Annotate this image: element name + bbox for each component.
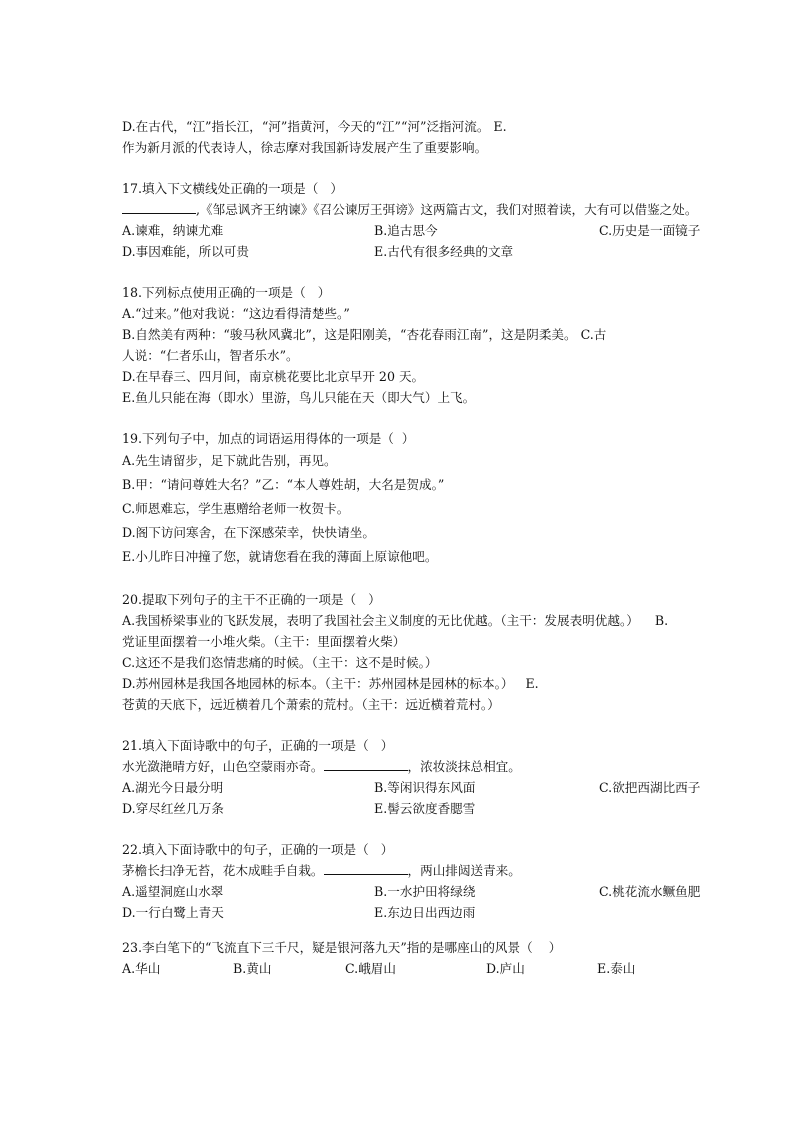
intro-line-1: D.在古代，“江”指长江，“河”指黄河，今天的“江”“河”泛指河流。 E. (122, 119, 507, 134)
question-17-text: ,《邹忌讽齐王纳谏》《召公谏厉王弭谤》这两篇古文，我们对照着读，大有可以借鉴之处。 (122, 199, 727, 220)
question-21-options-row-2 (122, 798, 727, 819)
question-19-stem: 19.下列句子中，加点的词语运用得体的一项是（ ） (122, 431, 415, 446)
option-d: D.阁下访问寒舍，在下深感荣幸，快快请坐。 (122, 525, 375, 540)
question-23-stem: 23.李白笔下的“飞流直下三千尺，疑是银河落九天”指的是哪座山的风景（ ） (122, 940, 562, 955)
option-d: D.事因难能，所以可贵 (122, 244, 249, 259)
option-b: B.甲：“请问尊姓大名？”乙：“本人尊姓胡，大名是贺成。” (122, 477, 445, 492)
option-d: D.庐山 (486, 961, 525, 976)
option-c: C.峨眉山 (345, 961, 396, 976)
option-e: E.髻云欲度香腮雪 (374, 801, 476, 816)
option-b: B.黄山 (233, 961, 272, 976)
question-17-options-row-2 (122, 241, 727, 262)
answer-blank (122, 201, 196, 214)
option-d: D.穿尽红丝几万条 (122, 801, 224, 816)
option-c: C.这还不是我们恣情悲痛的时候。（主干：这不是时候。） (122, 655, 438, 670)
option-c: 人说：“仁者乐山，智者乐水”。 (122, 348, 299, 363)
option-a: A.遥望洞庭山水翠 (122, 884, 224, 899)
exam-page (122, 116, 727, 979)
question-20-stem: 20.提取下列句子的主干不正确的一项是（ ） (122, 592, 381, 607)
question-23-options (122, 958, 727, 979)
intro-line-2: 作为新月派的代表诗人，徐志摩对我国新诗发展产生了重要影响。 (122, 140, 488, 155)
option-a: A.华山 (122, 961, 161, 976)
option-b: B.追古思今 (374, 223, 438, 238)
option-d: D.一行白鹭上青天 (122, 905, 224, 920)
option-b: B.一水护田将绿绕 (374, 884, 476, 899)
option-a: A.“过来。”他对我说：“这边看得清楚些。” (122, 306, 350, 321)
option-e: E.泰山 (597, 961, 636, 976)
option-c: C.桃花流水鳜鱼肥 (599, 884, 701, 899)
question-22-options-row-1 (122, 881, 727, 902)
option-a: A.湖光今日最分明 (122, 780, 224, 795)
option-b: 党证里面摆着一小堆火柴。（主干：里面摆着火柴） (122, 634, 406, 649)
option-a: A.谏难，纳谏尤难 (122, 223, 224, 238)
option-a: A.先生请留步，足下就此告别，再见。 (122, 453, 337, 468)
option-b: B.自然美有两种：“骏马秋风冀北”，这是阳刚美，“杏花春雨江南”，这是阴柔美。 C.古 (122, 327, 607, 342)
option-e: E.古代有很多经典的文章 (374, 244, 514, 259)
question-21-text: 水光潋滟晴方好，山色空蒙雨亦奇。 ，浓妆淡抹总相宜。 (122, 759, 521, 774)
answer-blank (324, 862, 408, 875)
question-22-options-row-2 (122, 902, 727, 923)
option-d: D.在早春三、四月间，南京桃花要比北京早开 20 天。 (122, 369, 425, 384)
option-c: C.历史是一面镜子 (599, 223, 701, 238)
option-e: 苍黄的天底下，远近横着几个萧索的荒村。（主干：远近横着荒村。） (122, 697, 500, 712)
option-e: E.小儿昨日冲撞了您，就请您看在我的薄面上原谅他吧。 (122, 549, 438, 564)
question-17-stem: 17.填入下文横线处正确的一项是（ ） (122, 181, 343, 196)
option-e: E.东边日出西边雨 (374, 905, 476, 920)
option-c: C.欲把西湖比西子 (599, 780, 701, 795)
question-21-stem: 21.填入下面诗歌中的句子，正确的一项是（ ） (122, 738, 394, 753)
option-d: D.苏州园林是我国各地园林的标本。（主干：苏州园林是园林的标本。） E. (122, 676, 539, 691)
question-22-text: 茅檐长扫净无苔，花木成畦手自栽。 ，两山排闼送青来。 (122, 863, 521, 878)
question-21-options-row-1 (122, 777, 727, 798)
option-c: C.师恩难忘，学生惠赠给老师一枚贺卡。 (122, 501, 350, 516)
option-a: A.我国桥梁事业的飞跃发展，表明了我国社会主义制度的无比优越。（主干：发展表明优越。） B. (122, 613, 669, 628)
question-22-stem: 22.填入下面诗歌中的句子，正确的一项是（ ） (122, 842, 394, 857)
question-17-options-row-1 (122, 220, 727, 241)
question-18-stem: 18.下列标点使用正确的一项是（ ） (122, 285, 331, 300)
option-e: E.鱼儿只能在海（即水）里游，鸟儿只能在天（即大气）上飞。 (122, 390, 476, 405)
answer-blank (324, 758, 408, 771)
option-b: B.等闲识得东风面 (374, 780, 476, 795)
